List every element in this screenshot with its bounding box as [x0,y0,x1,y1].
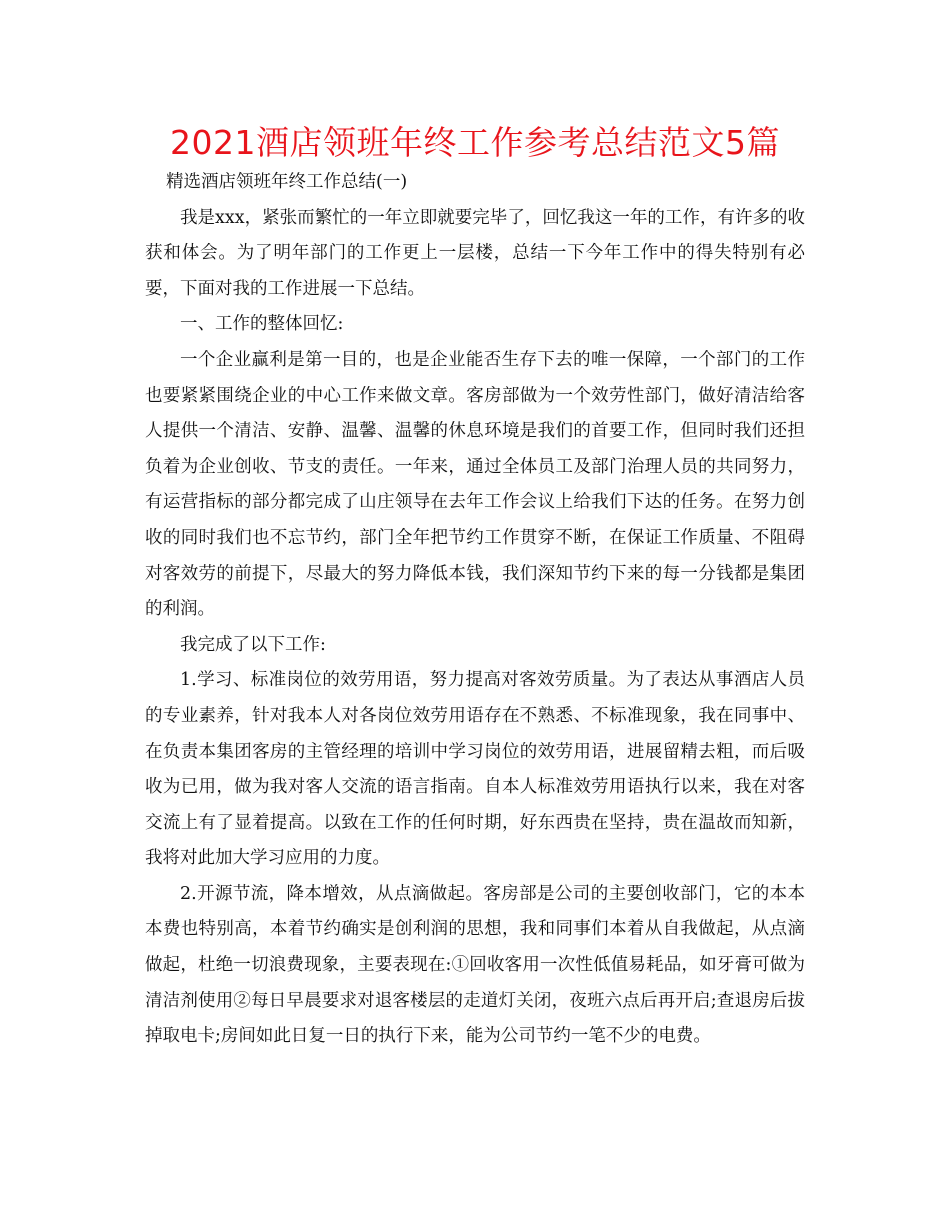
intro-paragraph: 我是xxx，紧张而繁忙的一年立即就要完毕了，回忆我这一年的工作，有许多的收获和体会。为了明年部门的工作更上一层楼，总结一下今年工作中的得失特别有必要，下面对我的工作进展一下总结。 [145,207,805,299]
list-item-paragraph: 1.学习、标准岗位的效劳用语，努力提高对客效劳质量。为了表达从事酒店人员的专业素养，针对我本人对各岗位效劳用语存在不熟悉、不标准现象，我在同事中、在负责本集团客房的主管经理的培训中学习岗位的效劳用语，进展留精去粗，而后吸收为已用，做为我对客人交流的语言指南。自本人标准效劳用语执行以来，我在对客交流上有了显着提高。以致在工作的任何时期，好东西贵在坚持，贵在温故而知新，我将对此加大学习应用的力度。 [145,670,805,869]
section-heading: 一、工作的整体回忆: [180,314,344,335]
section-heading: 我完成了以下工作: [180,634,326,655]
document-body [145,165,805,1055]
document-title: 2021酒店领班年终工作参考总结范文5篇 [170,123,780,162]
subtitle-paragraph: 精选酒店领班年终工作总结(一) [166,172,408,192]
body-paragraph: 一个企业赢利是第一目的，也是企业能否生存下去的唯一保障，一个部门的工作也要紧紧围绕企业的中心工作来做文章。客房部做为一个效劳性部门，做好清洁给客人提供一个清洁、安静、温馨、温馨的休息环境是我们的首要工作，但同时我们还担负着为企业创收、节支的责任。一年来，通过全体员工及部门治理人员的共同努力，有运营指标的部分都完成了山庄领导在去年工作会议上给我们下达的任务。在努力创收的同时我们也不忘节约，部门全年把节约工作贯穿不断，在保证工作质量、不阻碍对客效劳的前提下，尽最大的努力降低本钱，我们深知节约下来的每一分钱都是集团的利润。 [145,349,805,620]
list-item-paragraph: 2.开源节流，降本增效，从点滴做起。客房部是公司的主要创收部门，它的本本本费也特别高，本着节约确实是创利润的思想，我和同事们本着从自我做起，从点滴做起，杜绝一切浪费现象，主要表现在:①回收客用一次性低值易耗品，如牙膏可做为清洁剂使用②每日早晨要求对退客楼层的走道灯关闭，夜班六点后再开启;查退房后拔掉取电卡;房间如此日复一日的执行下来，能为公司节约一笔不少的电费。 [145,883,805,1047]
